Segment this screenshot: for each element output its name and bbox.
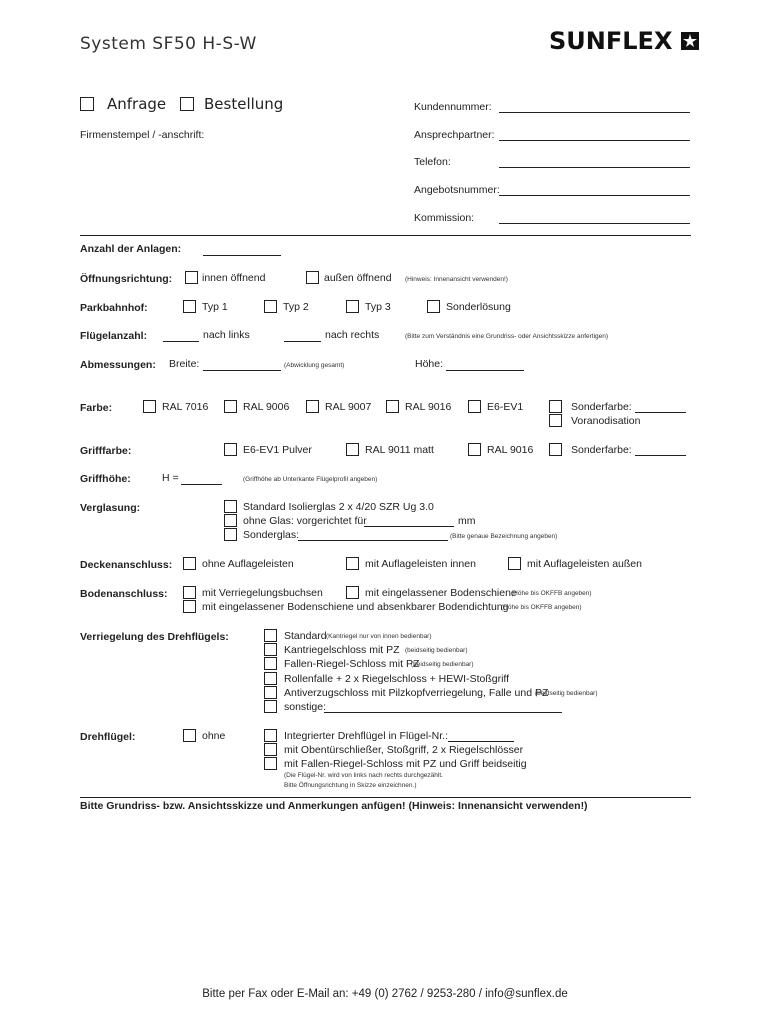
sonderloesung-checkbox[interactable] — [427, 300, 440, 313]
firmenstempel-label: Firmenstempel / -anschrift: — [80, 129, 205, 141]
auflage-innen-label: mit Auflageleisten innen — [365, 558, 476, 570]
decke-label: Deckenanschluss: — [80, 559, 173, 571]
anzahl-label: Anzahl der Anlagen: — [80, 243, 182, 255]
innen-oeffnend-label: innen öffnend — [202, 272, 266, 284]
fallen-riegel-checkbox[interactable] — [264, 657, 277, 670]
ohne-auflage-label: ohne Auflageleisten — [202, 558, 294, 570]
ohne-glas-checkbox[interactable] — [224, 514, 237, 527]
e6ev1-label: E6-EV1 — [487, 401, 524, 413]
aussen-oeffnend-checkbox[interactable] — [306, 271, 319, 284]
kommission-field[interactable] — [499, 223, 690, 224]
typ3-label: Typ 3 — [365, 301, 391, 313]
abmessungen-label: Abmessungen: — [80, 359, 156, 371]
verriegelung-label: Verriegelung des Drehflügels: — [80, 631, 229, 643]
kundennummer-label: Kundennummer: — [414, 101, 492, 113]
ral9007-checkbox[interactable] — [306, 400, 319, 413]
drehfluegel-label: Drehflügel: — [80, 731, 136, 743]
griffhoehe-hint: (Griffhöhe ab Unterkante Flügelprofil angeben) — [243, 476, 378, 483]
griff-sonderfarbe-checkbox[interactable] — [549, 443, 562, 456]
auflage-aussen-label: mit Auflageleisten außen — [527, 558, 642, 570]
typ1-checkbox[interactable] — [183, 300, 196, 313]
sonderfarbe-field[interactable] — [635, 412, 686, 413]
sonstige-field[interactable] — [324, 712, 562, 713]
fluegel-nr-field[interactable] — [448, 741, 514, 742]
links-anzahl-field[interactable] — [163, 341, 199, 342]
rollenfalle-label: Rollenfalle + 2 x Riegelschloss + HEWI-Stoßgriff — [284, 673, 510, 685]
standard-label: Standard — [284, 630, 327, 642]
ral9006-label: RAL 9006 — [243, 401, 290, 413]
ral9016-checkbox[interactable] — [386, 400, 399, 413]
griffhoehe-field[interactable] — [181, 484, 222, 485]
fluegelanzahl-label: Flügelanzahl: — [80, 330, 148, 342]
logo-star-icon — [681, 32, 699, 50]
bodendichtung-checkbox[interactable] — [183, 600, 196, 613]
angebotsnummer-field[interactable] — [499, 195, 690, 196]
griff-ral9016-checkbox[interactable] — [468, 443, 481, 456]
kantriegelschloss-hint: (beidseitig bedienbar) — [405, 647, 468, 654]
standard-hint: (Kantriegel nur von innen bedienbar) — [326, 633, 432, 640]
rollenfalle-checkbox[interactable] — [264, 672, 277, 685]
ansprechpartner-label: Ansprechpartner: — [414, 129, 495, 141]
ohne-glas-unit: mm — [458, 515, 476, 527]
griff-e6ev1-label: E6-EV1 Pulver — [243, 444, 312, 456]
kantriegelschloss-label: Kantriegelschloss mit PZ — [284, 644, 400, 656]
oeffnung-label: Öffnungsrichtung: — [80, 273, 173, 285]
antiverzug-hint: (beidseitig bedienbar) — [535, 690, 598, 697]
integrierter-drehfluegel-label: Integrierter Drehflügel in Flügel-Nr.: — [284, 730, 448, 742]
griff-sonderfarbe-field[interactable] — [635, 455, 686, 456]
breite-field[interactable] — [203, 370, 281, 371]
aussen-oeffnend-label: außen öffnend — [324, 272, 392, 284]
auflage-aussen-checkbox[interactable] — [508, 557, 521, 570]
antiverzug-label: Antiverzugschloss mit Pilzkopfverriegelung, Falle und PZ — [284, 687, 549, 699]
bodenschiene-checkbox[interactable] — [346, 586, 359, 599]
auflage-innen-checkbox[interactable] — [346, 557, 359, 570]
ral7016-checkbox[interactable] — [143, 400, 156, 413]
hoehe-field[interactable] — [446, 370, 524, 371]
integrierter-drehfluegel-checkbox[interactable] — [264, 729, 277, 742]
griff-e6ev1-checkbox[interactable] — [224, 443, 237, 456]
telefon-label: Telefon: — [414, 156, 451, 168]
verriegelungsbuchsen-checkbox[interactable] — [183, 586, 196, 599]
logo-text: SUNFLEX — [549, 27, 673, 55]
bestellung-checkbox[interactable] — [180, 97, 194, 111]
standard-checkbox[interactable] — [264, 629, 277, 642]
verriegelungsbuchsen-label: mit Verriegelungsbuchsen — [202, 587, 323, 599]
sunflex-logo — [549, 27, 699, 55]
voranodisation-checkbox[interactable] — [549, 414, 562, 427]
bodenschiene-hint: (Höhe bis OKFFB angeben) — [511, 590, 592, 597]
boden-label: Bodenanschluss: — [80, 588, 168, 600]
griff-ral9011-label: RAL 9011 matt — [365, 444, 434, 456]
bodendichtung-hint: (Höhe bis OKFFB angeben) — [501, 604, 582, 611]
obentuerschliesser-label: mit Obentürschließer, Stoßgriff, 2 x Riegelschlösser — [284, 744, 524, 756]
ohne-glas-label: ohne Glas: vorgerichtet für — [243, 515, 367, 527]
rechts-anzahl-field[interactable] — [284, 341, 321, 342]
sonderfarbe-label: Sonderfarbe: — [571, 401, 632, 413]
sonderglas-hint: (Bitte genaue Bezeichnung angeben) — [450, 533, 558, 540]
sonderfarbe-checkbox[interactable] — [549, 400, 562, 413]
typ3-checkbox[interactable] — [346, 300, 359, 313]
ansprechpartner-field[interactable] — [499, 140, 690, 141]
skizze-note: Bitte Grundriss- bzw. Ansichtsskizze und Anmerkungen anfügen! (Hinweis: Innenansicht verwenden!) — [80, 800, 588, 812]
oeffnung-hint: (Hinweis: Innenansicht verwenden!) — [405, 276, 508, 283]
sonderloesung-label: Sonderlösung — [446, 301, 511, 313]
kommission-label: Kommission: — [414, 212, 475, 224]
isolierglas-checkbox[interactable] — [224, 500, 237, 513]
anfrage-checkbox[interactable] — [80, 97, 94, 111]
angebotsnummer-label: Angebotsnummer: — [414, 184, 500, 196]
typ1-label: Typ 1 — [202, 301, 228, 313]
farbe-label: Farbe: — [80, 402, 113, 414]
header-divider — [80, 235, 691, 236]
sonstige-label: sonstige: — [284, 701, 327, 713]
ohne-auflage-checkbox[interactable] — [183, 557, 196, 570]
e6ev1-checkbox[interactable] — [468, 400, 481, 413]
ohne-glas-field[interactable] — [364, 526, 454, 527]
parkbahnhof-label: Parkbahnhof: — [80, 302, 148, 314]
fluegelanzahl-hint: (Bitte zum Verständnis eine Grundriss- oder Ansichtsskizze anfertigen) — [405, 333, 609, 340]
anfrage-label: Anfrage — [107, 95, 167, 113]
griff-ral9011-checkbox[interactable] — [346, 443, 359, 456]
bestellung-label: Bestellung — [204, 95, 284, 113]
anzahl-field[interactable] — [203, 255, 281, 256]
sonderglas-label: Sonderglas: — [243, 529, 300, 541]
ral9016-label: RAL 9016 — [405, 401, 452, 413]
sonderglas-field[interactable] — [298, 540, 448, 541]
typ2-label: Typ 2 — [283, 301, 309, 313]
innen-oeffnend-checkbox[interactable] — [185, 271, 198, 284]
breite-label: Breite: — [169, 358, 200, 370]
footer-contact: Bitte per Fax oder E-Mail an: +49 (0) 2762 / 9253-280 / info@sunflex.de — [202, 988, 568, 1000]
fallen-riegel-pz-checkbox[interactable] — [264, 757, 277, 770]
griffhoehe-h-label: H = — [162, 472, 179, 484]
griff-ral9016-label: RAL 9016 — [487, 444, 534, 456]
sonstige-checkbox[interactable] — [264, 700, 277, 713]
antiverzug-checkbox[interactable] — [264, 686, 277, 699]
breite-hint: (Abwicklung gesamt) — [284, 362, 345, 369]
drehfluegel-ohne-checkbox[interactable] — [183, 729, 196, 742]
nach-links-label: nach links — [203, 329, 250, 341]
drehfluegel-note-2: Bitte Öffnungsrichtung in Skizze einzeichnen.) — [284, 782, 417, 789]
drehfluegel-ohne-label: ohne — [202, 730, 226, 742]
typ2-checkbox[interactable] — [264, 300, 277, 313]
fallen-riegel-pz-label: mit Fallen-Riegel-Schloss mit PZ und Griff beidseitig — [284, 758, 527, 770]
nach-rechts-label: nach rechts — [325, 329, 380, 341]
form-divider — [80, 797, 691, 798]
fallen-riegel-hint: (beidseitig bedienbar) — [411, 661, 474, 668]
bodendichtung-label: mit eingelassener Bodenschiene und absenkbarer Bodendichtung — [202, 601, 509, 613]
ral9007-label: RAL 9007 — [325, 401, 372, 413]
kantriegelschloss-checkbox[interactable] — [264, 643, 277, 656]
hoehe-label: Höhe: — [415, 358, 444, 370]
grifffarbe-label: Grifffarbe: — [80, 445, 132, 457]
kundennummer-field[interactable] — [499, 112, 690, 113]
sonderglas-checkbox[interactable] — [224, 528, 237, 541]
voranodisation-label: Voranodisation — [571, 415, 641, 427]
bodenschiene-label: mit eingelassener Bodenschiene — [365, 587, 517, 599]
ral9006-checkbox[interactable] — [224, 400, 237, 413]
ral7016-label: RAL 7016 — [162, 401, 209, 413]
isolierglas-label: Standard Isolierglas 2 x 4/20 SZR Ug 3.0 — [243, 501, 434, 513]
page-title: System SF50 H-S-W — [80, 34, 257, 54]
griffhoehe-label: Griffhöhe: — [80, 473, 131, 485]
telefon-field[interactable] — [499, 167, 690, 168]
drehfluegel-note-1: (Die Flügel-Nr. wird von links nach rechts durchgezählt. — [284, 772, 443, 779]
fallen-riegel-label: Fallen-Riegel-Schloss mit PZ — [284, 658, 420, 670]
griff-sonderfarbe-label: Sonderfarbe: — [571, 444, 632, 456]
verglasung-label: Verglasung: — [80, 502, 141, 514]
obentuerschliesser-checkbox[interactable] — [264, 743, 277, 756]
